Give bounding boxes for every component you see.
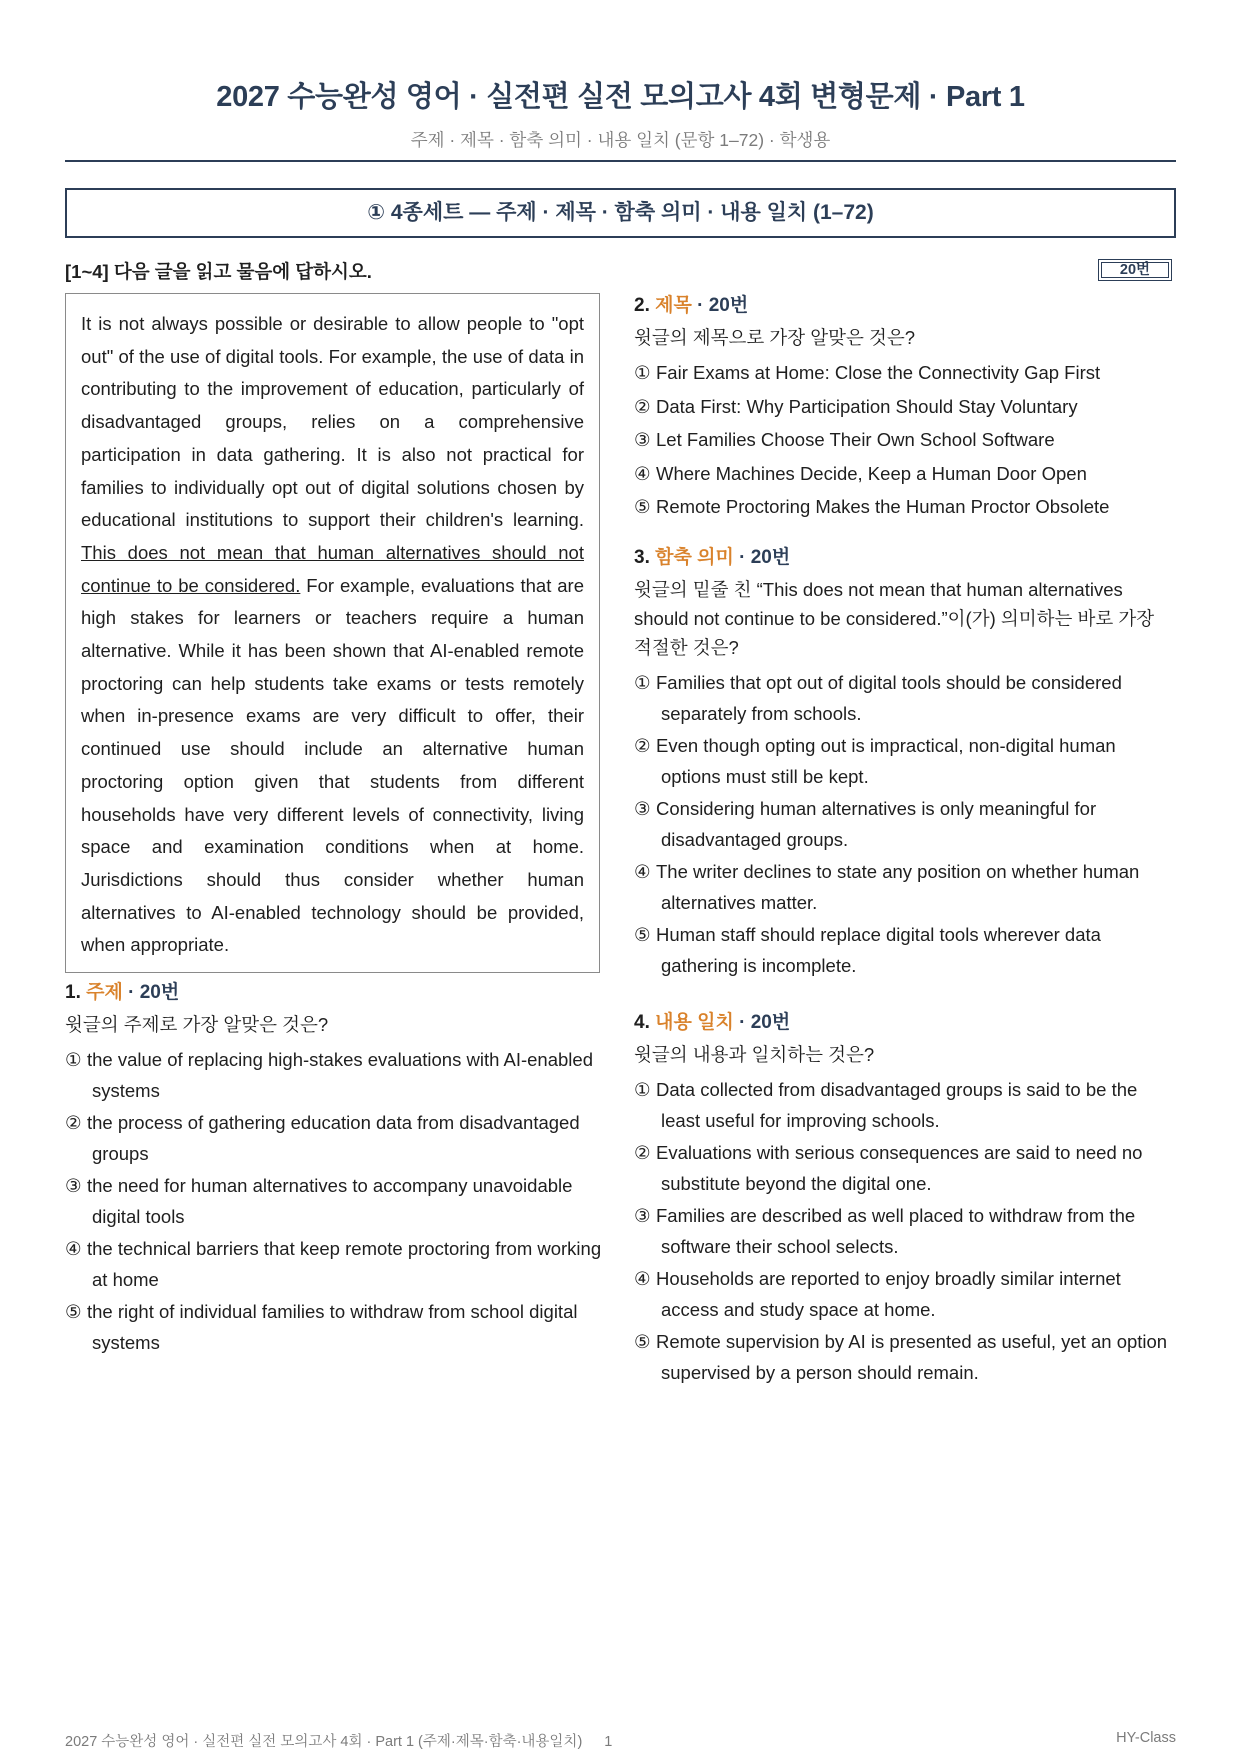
passage-text-after: For example, evaluations that are high stakes for learners or teachers require a human alternative. While it has been shown that AI-enabled remote proctoring can help students take exams or tests remotely when in-presence exams are very difficult to offer, their continued use should include an alternative human proctoring option given that students from different households have very different levels of connectivity, living space and examination conditions when at home. Jurisdictions should thus consider whether human alternatives to AI-enabled technology should be provided, when appropriate. — [81, 574, 584, 956]
option-marker: ③ — [634, 798, 651, 819]
footer-title: 2027 수능완성 영어 · 실전편 실전 모의고사 4회 · Part 1 (주제·제목·함축·내용일치) — [65, 1734, 583, 1750]
answer-option[interactable] — [634, 794, 1174, 855]
set-instruction: [1~4] 다음 글을 읽고 물음에 답하시오. — [65, 261, 372, 282]
answer-option[interactable] — [634, 731, 1174, 792]
question-prompt: 윗글의 제목으로 가장 알맞은 것은? — [634, 327, 916, 348]
question-source: · 20번 — [122, 982, 180, 1003]
passage-text-before: It is not always possible or desirable to allow people to "opt out" of the use of digital tools. For example, the use of data in contributing to the improvement of education, particularly of disadvantaged groups, relies on a comprehensive participation in data gathering. It is also not practical for families to individually opt out of digital solutions chosen by educational institutions to support their children's learning. — [81, 313, 584, 531]
answer-option[interactable] — [634, 392, 1174, 423]
question-type: 제목 — [655, 295, 692, 316]
answer-option[interactable] — [634, 920, 1174, 981]
question-type: 내용 일치 — [655, 1012, 734, 1033]
question-header — [634, 1010, 1174, 1036]
option-marker: ④ — [634, 462, 651, 484]
option-marker: ② — [634, 735, 651, 756]
option-marker: ① — [634, 672, 651, 693]
option-text: Households are reported to enjoy broadly similar internet access and study space at home. — [656, 1268, 1121, 1320]
question-prompt: 윗글의 밑줄 친 “This does not mean that human alternatives should not continue to be considered.”이(가) 의미하는 바로 가장 적절한 것은? — [634, 579, 1155, 658]
option-text: Remote supervision by AI is presented as useful, yet an option supervised by a person should remain. — [656, 1331, 1168, 1383]
option-text: the need for human alternatives to accompany unavoidable digital tools — [87, 1175, 573, 1227]
option-text: Human staff should replace digital tools wherever data gathering is incomplete. — [656, 924, 1101, 976]
option-marker: ⑤ — [634, 924, 651, 945]
answer-option[interactable] — [65, 1234, 605, 1295]
question-3 — [634, 545, 1174, 983]
option-text: Even though opting out is impractical, non-digital human options must still be kept. — [656, 735, 1116, 787]
option-text: the technical barriers that keep remote proctoring from working at home — [87, 1238, 602, 1290]
question-header — [634, 293, 1174, 319]
option-text: the process of gathering education data from disadvantaged groups — [87, 1112, 580, 1164]
page-footer — [65, 1730, 1176, 1751]
answer-option[interactable] — [65, 1108, 605, 1169]
answer-option[interactable] — [634, 668, 1174, 729]
option-marker: ② — [65, 1112, 82, 1133]
option-text: the value of replacing high-stakes evaluations with AI-enabled systems — [87, 1049, 593, 1101]
option-text: Families that opt out of digital tools should be considered separately from schools. — [656, 672, 1122, 724]
option-text: the right of individual families to withdraw from school digital systems — [87, 1301, 578, 1353]
page-title: 2027 수능완성 영어 · 실전편 실전 모의고사 4회 변형문제 · Part 1 — [216, 81, 1025, 113]
option-marker: ④ — [634, 1268, 651, 1289]
answer-option[interactable] — [65, 1297, 605, 1358]
answer-option[interactable] — [634, 1264, 1174, 1325]
answer-option[interactable] — [634, 492, 1174, 523]
answer-option[interactable] — [634, 358, 1174, 389]
option-text: Evaluations with serious consequences are said to need no substitute beyond the digital one. — [656, 1142, 1143, 1194]
page-header — [65, 74, 1176, 152]
section-title: ① 4종세트 — 주제 · 제목 · 함축 의미 · 내용 일치 (1–72) — [65, 188, 1176, 238]
option-marker: ② — [634, 1142, 651, 1163]
source-badge — [1098, 259, 1172, 281]
answer-option[interactable] — [634, 459, 1174, 490]
question-prompt: 윗글의 주제로 가장 알맞은 것은? — [65, 1014, 329, 1035]
option-text: Families are described as well placed to withdraw from the software their school selects. — [656, 1205, 1136, 1257]
question-source: · 20번 — [733, 547, 791, 568]
option-text: Fair Exams at Home: Close the Connectivity Gap First — [656, 362, 1101, 383]
option-text: Let Families Choose Their Own School Software — [656, 429, 1055, 450]
option-text: Remote Proctoring Makes the Human Proctor Obsolete — [656, 496, 1110, 517]
question-number: 1. — [65, 982, 81, 1003]
option-marker: ③ — [65, 1175, 82, 1196]
option-marker: ① — [634, 362, 651, 383]
question-2 — [634, 293, 1174, 526]
option-marker: ⑤ — [65, 1301, 82, 1322]
question-header — [65, 980, 605, 1006]
reading-passage — [65, 293, 600, 973]
answer-option[interactable] — [634, 1075, 1174, 1136]
question-source: · 20번 — [691, 295, 749, 316]
answer-option[interactable] — [634, 425, 1174, 456]
answer-option[interactable] — [634, 1201, 1174, 1262]
option-marker: ② — [634, 395, 651, 417]
option-marker: ③ — [634, 429, 651, 450]
answer-option[interactable] — [634, 1327, 1174, 1388]
page-number: 1 — [604, 1734, 613, 1750]
option-text: Where Machines Decide, Keep a Human Door Open — [656, 462, 1087, 484]
answer-option[interactable] — [65, 1045, 605, 1106]
option-text: Data First: Why Participation Should Stay Voluntary — [656, 395, 1078, 417]
option-marker: ⑤ — [634, 1331, 651, 1352]
option-marker: ⑤ — [634, 496, 651, 517]
question-type: 함축 의미 — [655, 547, 734, 568]
question-source: · 20번 — [733, 1012, 791, 1033]
question-number: 2. — [634, 295, 650, 316]
footer-brand: HY-Class — [1116, 1730, 1176, 1746]
option-text: Data collected from disadvantaged groups is said to be the least useful for improving schools. — [656, 1079, 1138, 1131]
page-subtitle: 주제 · 제목 · 함축 의미 · 내용 일치 (문항 1–72) · 학생용 — [410, 130, 831, 150]
option-marker: ④ — [634, 861, 651, 882]
option-marker: ③ — [634, 1205, 651, 1226]
source-badge-label: 20번 — [1101, 262, 1169, 278]
question-number: 4. — [634, 1012, 650, 1033]
option-marker: ① — [634, 1079, 651, 1100]
option-text: Considering human alternatives is only meaningful for disadvantaged groups. — [656, 798, 1097, 850]
option-marker: ④ — [65, 1238, 82, 1259]
question-header — [634, 545, 1174, 571]
question-type: 주제 — [86, 982, 123, 1003]
question-prompt: 윗글의 내용과 일치하는 것은? — [634, 1044, 875, 1065]
question-number: 3. — [634, 547, 650, 568]
option-text: The writer declines to state any position on whether human alternatives matter. — [656, 861, 1140, 913]
option-marker: ① — [65, 1049, 82, 1070]
answer-option[interactable] — [634, 1138, 1174, 1199]
passage-underlined-sentence: This does not mean that human alternatives should not continue to be considered. — [81, 541, 584, 596]
question-4 — [634, 1010, 1174, 1390]
answer-option[interactable] — [65, 1171, 605, 1232]
answer-option[interactable] — [634, 857, 1174, 918]
question-1 — [65, 980, 605, 1360]
header-rule — [65, 160, 1176, 162]
